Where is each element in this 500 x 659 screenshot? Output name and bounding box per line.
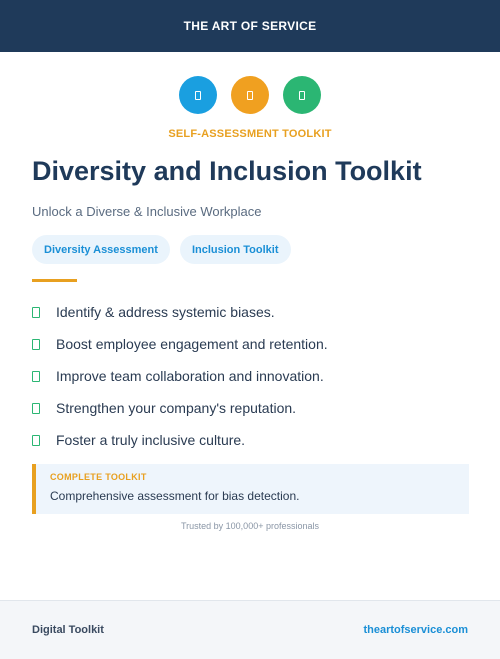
list-item [32, 296, 328, 328]
top-banner [0, 0, 500, 52]
benefit-text: Boost employee engagement and retention. [56, 336, 328, 352]
check-icon [32, 307, 40, 318]
check-icon [32, 339, 40, 350]
website-link[interactable]: theartofservice.com [363, 624, 468, 636]
kicker-label: SELF-ASSESSMENT TOOLKIT [168, 128, 332, 140]
assessment-icon [179, 76, 217, 114]
check-icon [32, 403, 40, 414]
tag-inclusion-toolkit[interactable]: Inclusion Toolkit [180, 235, 291, 264]
benefit-text: Strengthen your company's reputation. [56, 400, 297, 416]
list-item [32, 328, 328, 360]
toolkit-callout [32, 464, 469, 514]
benefit-text: Foster a truly inclusive culture. [56, 432, 246, 448]
check-icon [32, 435, 40, 446]
page-title: Diversity and Inclusion Toolkit [32, 156, 422, 186]
brand-name: THE ART OF SERVICE [183, 19, 317, 33]
check-icon [32, 371, 40, 382]
benefit-list [32, 296, 328, 456]
page-subtitle: Unlock a Diverse & Inclusive Workplace [32, 204, 262, 219]
tag-diversity-assessment[interactable]: Diversity Assessment [32, 235, 170, 264]
benefit-text: Identify & address systemic biases. [56, 304, 275, 320]
callout-title: COMPLETE TOOLKIT [50, 472, 147, 482]
list-item [32, 424, 328, 456]
list-item [32, 360, 328, 392]
list-item [32, 392, 328, 424]
tag-list [32, 235, 291, 264]
trust-note: Trusted by 100,000+ professionals [180, 521, 319, 531]
growth-icon [283, 76, 321, 114]
footer [0, 600, 500, 659]
benefit-text: Improve team collaboration and innovation. [56, 368, 324, 384]
accent-divider [32, 279, 77, 282]
callout-body: Comprehensive assessment for bias detection. [50, 489, 300, 503]
toolkit-icon [231, 76, 269, 114]
feature-icons [0, 76, 500, 114]
footer-label: Digital Toolkit [32, 624, 104, 636]
